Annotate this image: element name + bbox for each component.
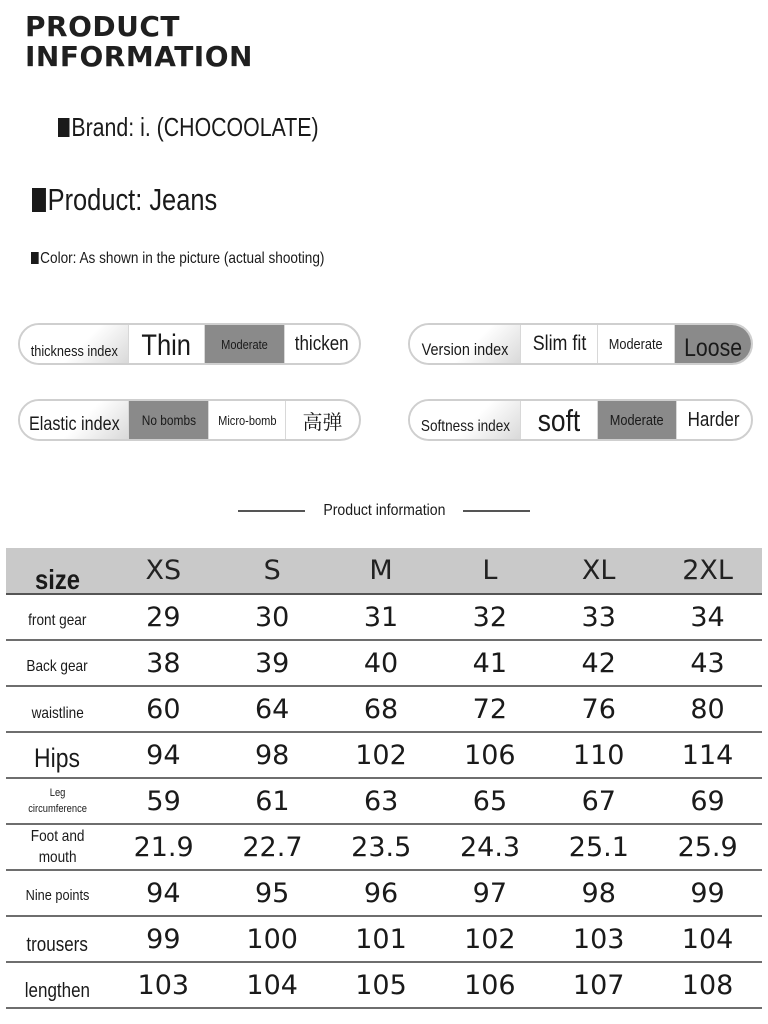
bullet-icon [58, 118, 70, 138]
table-row: front gear 29 30 31 32 33 34 [6, 595, 762, 641]
color-text: Color: As shown in the picture (actual shooting) [40, 250, 325, 267]
table-row: Hips 94 98 102 106 110 114 [6, 733, 762, 779]
title-line-1: PRODUCT [25, 10, 181, 43]
elastic-option-no-bombs: No bombs [128, 401, 208, 439]
brand-line [58, 112, 319, 143]
version-index [408, 323, 753, 365]
table-row: trousers 99 100 101 102 103 104 [6, 917, 762, 963]
thickness-option-moderate: Moderate [204, 325, 284, 363]
divider-line-left [238, 510, 305, 512]
row-label: front gear [28, 612, 87, 629]
softness-option-soft: soft [520, 401, 597, 439]
size-table [6, 548, 762, 1009]
elastic-index-label: Elastic index [28, 414, 120, 435]
softness-option-harder: Harder [676, 401, 751, 439]
table-row: lengthen 103 104 105 106 107 108 [6, 963, 762, 1009]
softness-index-label: Softness index [420, 418, 510, 435]
size-header-m: M [369, 555, 393, 586]
row-label: Back gear [26, 658, 89, 675]
version-index-label: Version index [421, 340, 509, 359]
elastic-option-high: 高弹 [285, 401, 359, 439]
elastic-option-micro-bomb: Micro-bomb [208, 401, 285, 439]
size-header-xl: XL [581, 555, 616, 586]
size-header-l: L [482, 555, 498, 586]
row-label: waistline [31, 705, 84, 722]
row-label: trousers [26, 934, 89, 956]
size-header-2xl: 2XL [682, 555, 733, 586]
product-text: Product: Jeans [47, 182, 218, 217]
bullet-icon [31, 252, 38, 264]
version-option-moderate: Moderate [597, 325, 674, 363]
row-label: Hips [34, 743, 81, 773]
row-label: Nine points [25, 887, 90, 904]
size-header-s: S [263, 555, 281, 586]
thickness-index-label: thickness index [30, 343, 118, 360]
table-header-row [6, 548, 762, 595]
table-row: Foot and mouth 21.9 22.7 23.5 24.3 25.1 25.9 [6, 825, 762, 871]
color-line [31, 250, 324, 268]
softness-option-moderate: Moderate [597, 401, 676, 439]
version-option-slim-fit: Slim fit [520, 325, 597, 363]
page-title [25, 12, 253, 72]
softness-index [408, 399, 753, 441]
row-label: lengthen [24, 980, 91, 1002]
version-option-loose: Loose [674, 325, 751, 363]
thickness-option-thicken: thicken [284, 325, 359, 363]
row-label: Leg circumference [28, 787, 87, 815]
table-row: Nine points 94 95 96 97 98 99 [6, 871, 762, 917]
product-line [32, 182, 217, 218]
thickness-option-thin: Thin [128, 325, 204, 363]
thickness-index [18, 323, 361, 365]
brand-text: Brand: i. (CHOCOOLATE) [71, 112, 319, 142]
title-line-2: INFORMATION [25, 40, 253, 73]
bullet-icon [32, 188, 46, 211]
table-row: Back gear 38 39 40 41 42 43 [6, 641, 762, 687]
section-header [238, 502, 530, 520]
row-label: Foot and mouth [30, 828, 85, 866]
table-row: Leg circumference 59 61 63 65 67 69 [6, 779, 762, 825]
divider-line-right [463, 510, 530, 512]
size-header-label: size [34, 563, 80, 595]
table-row: waistline 60 64 68 72 76 80 [6, 687, 762, 733]
elastic-index [18, 399, 361, 441]
size-header-xs: XS [145, 555, 182, 586]
section-title: Product information [322, 502, 446, 519]
